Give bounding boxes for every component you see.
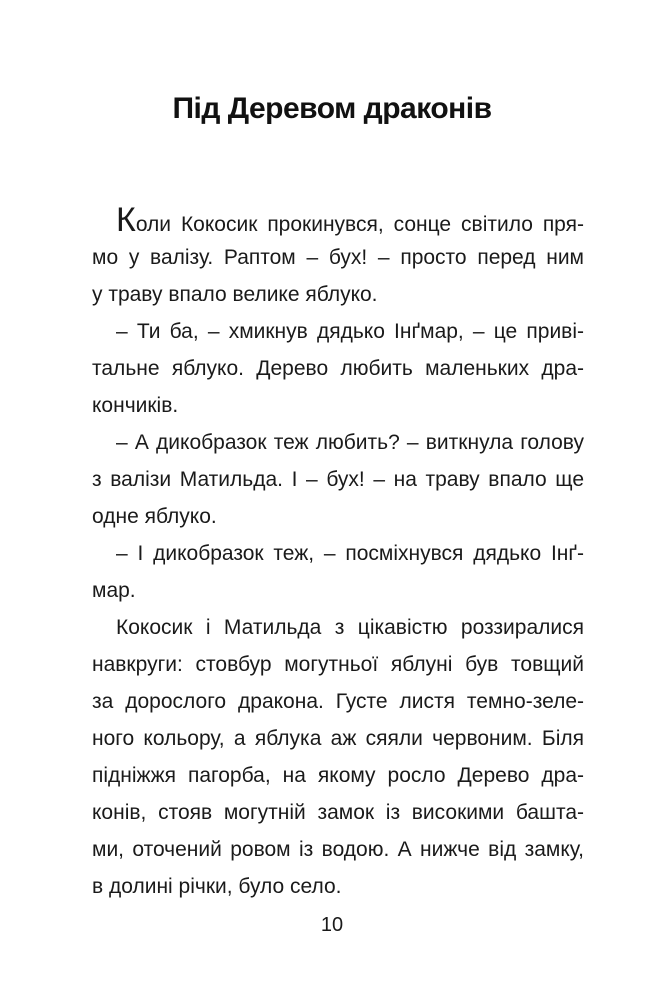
- text-line: з валізи Матильда. І – бух! – на траву впало ще: [92, 468, 584, 491]
- text-line: – І дикобразок теж, – посміхнувся дядько Інґ-: [116, 542, 584, 565]
- text-line: підніжжя пагорба, на якому росло Дерево дра-: [92, 764, 584, 787]
- text-line-rest: оли Кокосик прокинувся, сонце світило пря-: [135, 213, 584, 236]
- text-line: за дорослого дракона. Густе листя темно-зеле-: [92, 690, 584, 713]
- text-line: кончиків.: [92, 394, 179, 417]
- drop-cap: К: [116, 201, 136, 239]
- text-line: ми, оточений ровом із водою. А нижче від замку,: [92, 838, 584, 861]
- text-line: конів, стояв могутній замок із високими башта-: [92, 801, 584, 824]
- text-line: одне яблуко.: [92, 505, 217, 528]
- text-line: тальне яблуко. Дерево любить маленьких дра-: [92, 357, 584, 380]
- text-line: в долині річки, було село.: [92, 875, 342, 898]
- chapter-body: [92, 202, 584, 905]
- text-line: навкруги: стовбур могутньої яблуні був товщий: [92, 653, 584, 676]
- page-number: 10: [320, 914, 344, 936]
- text-line: ного кольору, а яблука аж сяяли червоним. Біля: [92, 727, 584, 750]
- text-line: – Ти ба, – хмикнув дядько Інґмар, – це приві-: [116, 320, 584, 343]
- text-line: [92, 202, 584, 239]
- text-line: у траву впало велике яблуко.: [92, 283, 378, 306]
- text-line: – А дикобразок теж любить? – виткнула голову: [116, 431, 584, 454]
- chapter-title: Під Деревом драконів: [172, 92, 492, 125]
- text-line: Кокосик і Матильда з цікавістю роззиралися: [116, 616, 584, 639]
- text-line: мо у валізу. Раптом – бух! – просто перед ним: [92, 246, 584, 269]
- text-line: мар.: [92, 579, 136, 602]
